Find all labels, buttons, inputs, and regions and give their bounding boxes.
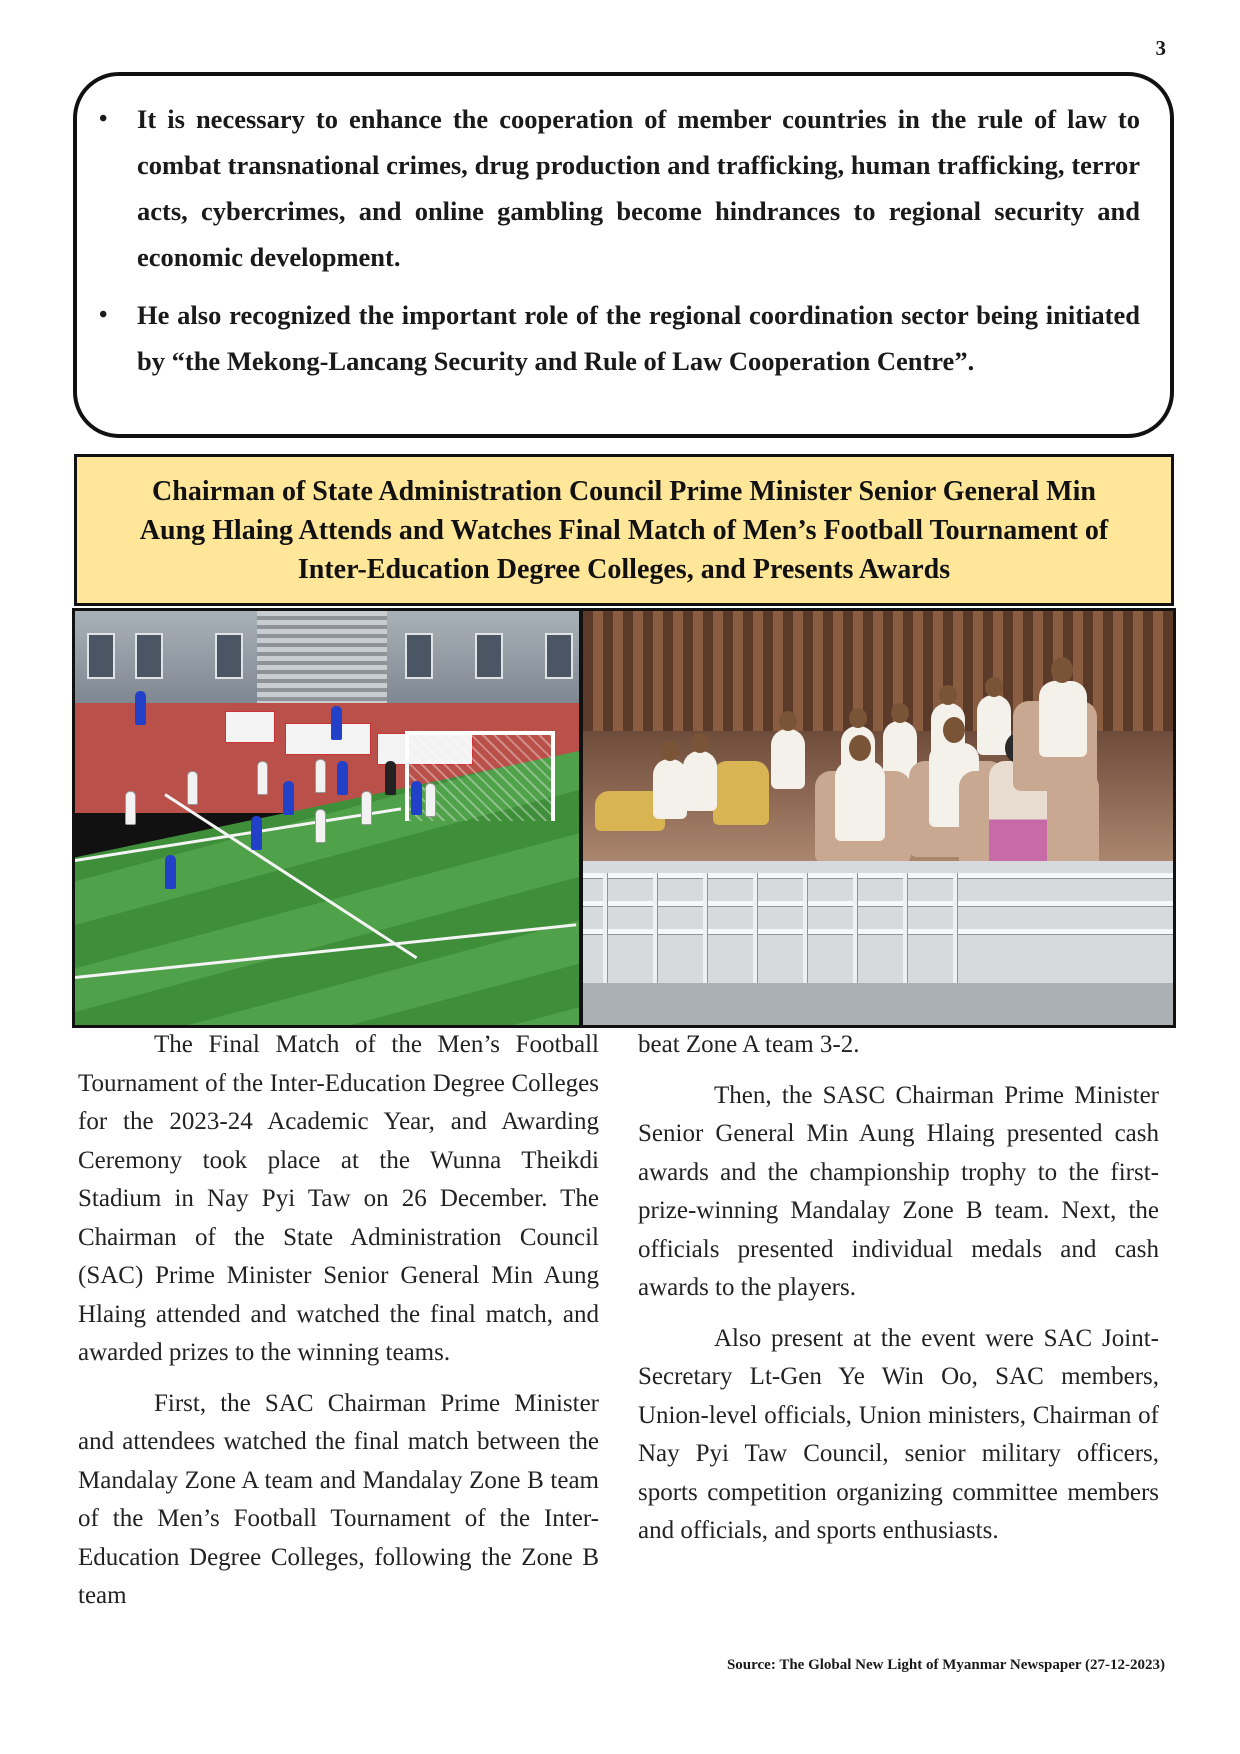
spectator bbox=[653, 759, 687, 819]
vip-stand-photo bbox=[583, 611, 1173, 1025]
page-number: 3 bbox=[1155, 36, 1166, 60]
player bbox=[165, 855, 176, 889]
bullet-item: • It is necessary to enhance the cooperation of member countries in the rule of law to combat transnational crimes, drug production and trafficking, human trafficking, terror acts, cybercrimes, and online gambling become hindrances to regional security and economic development. bbox=[137, 96, 1140, 280]
headline-box bbox=[74, 454, 1174, 606]
source-credit: Source: The Global New Light of Myanmar Newspaper (27-12-2023) bbox=[726, 1657, 1165, 1673]
player bbox=[125, 791, 136, 825]
article-paragraph: Also present at the event were SAC Joint-Secretary Lt-Gen Ye Win Oo, SAC members, Union-level officials, Union ministers, Chairman of Nay Pyi Taw Council, senior military officers, sports competition organizing committee members and officials, and sports enthusiasts. bbox=[638, 1324, 1159, 1544]
article-paragraph-continuation: beat Zone A team 3-2. bbox=[638, 1031, 860, 1058]
player bbox=[251, 816, 262, 850]
ad-board bbox=[225, 711, 275, 743]
article-paragraph: First, the SAC Chairman Prime Minister and attendees watched the final match between the Mandalay Zone A team and Mandalay Zone B team of the Men’s Football Tournament of the Inter-Education Degree Colleges, following the Zone B team bbox=[78, 1389, 599, 1609]
spectator bbox=[771, 729, 805, 789]
spectator bbox=[1039, 681, 1087, 757]
article-column-left bbox=[78, 1026, 599, 1628]
player bbox=[135, 691, 146, 725]
player bbox=[331, 706, 342, 740]
floor bbox=[583, 983, 1173, 1025]
player bbox=[337, 761, 348, 795]
player bbox=[283, 781, 294, 815]
player bbox=[315, 809, 326, 843]
article-paragraph: Then, the SASC Chairman Prime Minister Senior General Min Aung Hlaing presented cash awards and the championship trophy to the first-prize-winning Mandalay Zone B team. Next, the officials presented individual medals and cash awards to the players. bbox=[638, 1081, 1159, 1301]
photo-frame bbox=[72, 608, 1176, 1028]
ad-board bbox=[285, 723, 371, 755]
player bbox=[187, 771, 198, 805]
player bbox=[411, 781, 422, 815]
article-paragraph: The Final Match of the Men’s Football Tournament of the Inter-Education Degree Colleges for the 2023-24 Academic Year, and Awarding Ceremony took place at the Wunna Theikdi Stadium in Nay Pyi Taw on 26 December. The Chairman of the State Administration Council (SAC) Prime Minister Senior General Min Aung Hlaing attended and watched the final match, and awarded prizes to the winning teams. bbox=[78, 1031, 599, 1366]
football-match-photo bbox=[75, 611, 579, 1025]
player bbox=[425, 783, 436, 817]
spectator bbox=[683, 751, 717, 811]
spectator bbox=[835, 761, 885, 841]
player bbox=[315, 759, 326, 793]
bullet-item: • He also recognized the important role of the regional coordination sector being initiated by “the Mekong-Lancang Security and Rule of Law Cooperation Centre”. bbox=[137, 292, 1140, 384]
player bbox=[361, 791, 372, 825]
player bbox=[257, 761, 268, 795]
headline: Chairman of State Administration Council Prime Minister Senior General Min Aung Hlaing Attends and Watches Final Match of Men’s Football Tournament of Inter-Education Degree Colleges, and Presents Awards bbox=[139, 475, 1109, 585]
stadium-stand bbox=[75, 611, 579, 703]
article-column-right bbox=[638, 1026, 1159, 1563]
gold-chair bbox=[713, 761, 769, 825]
player bbox=[385, 761, 396, 795]
bullet-box bbox=[73, 72, 1174, 438]
